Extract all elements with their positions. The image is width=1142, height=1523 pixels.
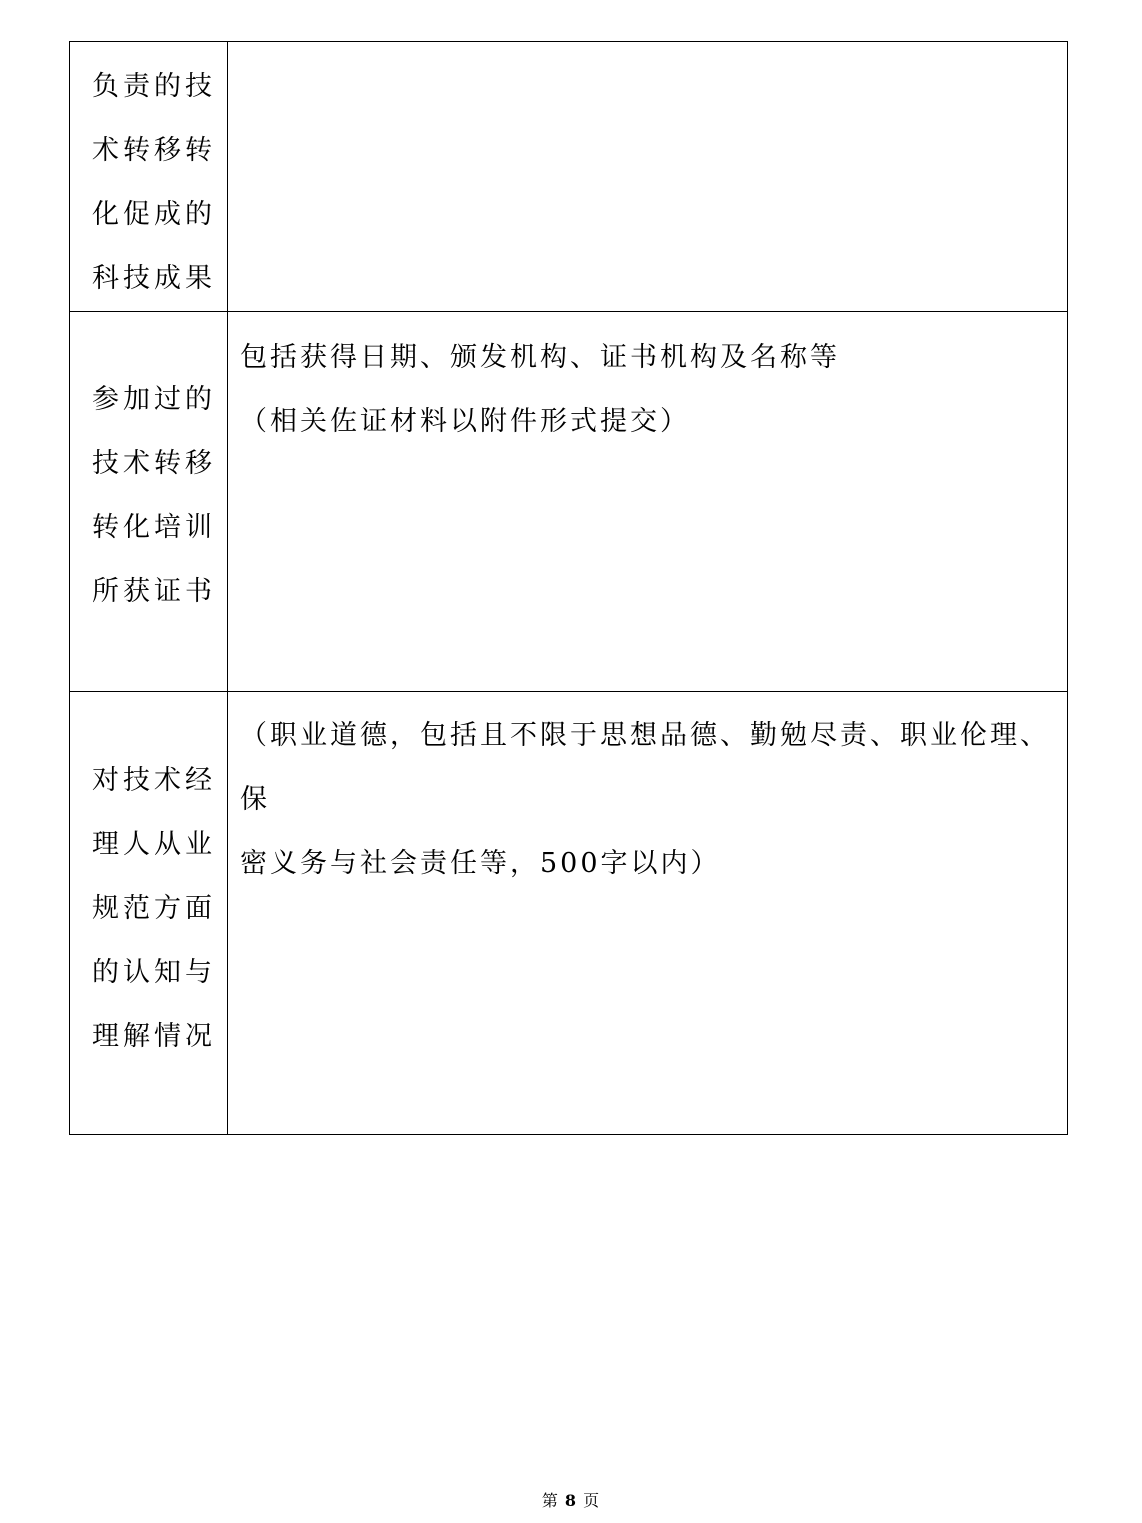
page-number-prefix: 第 bbox=[541, 1491, 559, 1510]
row-label-line: 转化培训 bbox=[92, 512, 216, 543]
row-label-professional-norms bbox=[70, 692, 228, 1135]
page-number: 8 bbox=[564, 1491, 578, 1510]
row-label-line: 科技成果 bbox=[92, 263, 216, 294]
table-row-certificates bbox=[70, 312, 1068, 692]
page-number-suffix: 页 bbox=[583, 1491, 601, 1510]
row-label-line: 化促成的 bbox=[92, 199, 216, 230]
content-instruction: （相关佐证材料以附件形式提交） bbox=[240, 406, 690, 437]
row-label-certificates bbox=[70, 312, 228, 692]
application-form-table bbox=[69, 41, 1068, 1135]
table-row-professional-norms bbox=[70, 692, 1068, 1135]
row-label-line: 参加过的 bbox=[92, 384, 216, 415]
row-label-line: 规范方面 bbox=[92, 893, 216, 924]
content-instruction: 密义务与社会责任等，500字以内） bbox=[240, 848, 721, 879]
row-label-line: 所获证书 bbox=[92, 576, 216, 607]
row-label-line: 负责的技 bbox=[92, 71, 216, 102]
page-footer bbox=[0, 1488, 1142, 1511]
content-field-professional-norms[interactable] bbox=[228, 692, 1068, 1135]
row-label-line: 理解情况 bbox=[92, 1021, 216, 1052]
table-row-achievements bbox=[70, 42, 1068, 312]
content-field-achievements[interactable] bbox=[228, 42, 1068, 312]
row-label-line: 术转移转 bbox=[92, 135, 216, 166]
row-label-line: 对技术经 bbox=[92, 765, 216, 796]
content-instruction: 包括获得日期、颁发机构、证书机构及名称等 bbox=[240, 342, 840, 373]
row-label-line: 技术转移 bbox=[92, 448, 216, 479]
row-label-line: 理人从业 bbox=[92, 829, 216, 860]
content-field-certificates[interactable] bbox=[228, 312, 1068, 692]
content-instruction: （职业道德，包括且不限于思想品德、勤勉尽责、职业伦理、保 bbox=[240, 720, 1050, 815]
row-label-line: 的认知与 bbox=[92, 957, 216, 988]
row-label-achievements bbox=[70, 42, 228, 312]
